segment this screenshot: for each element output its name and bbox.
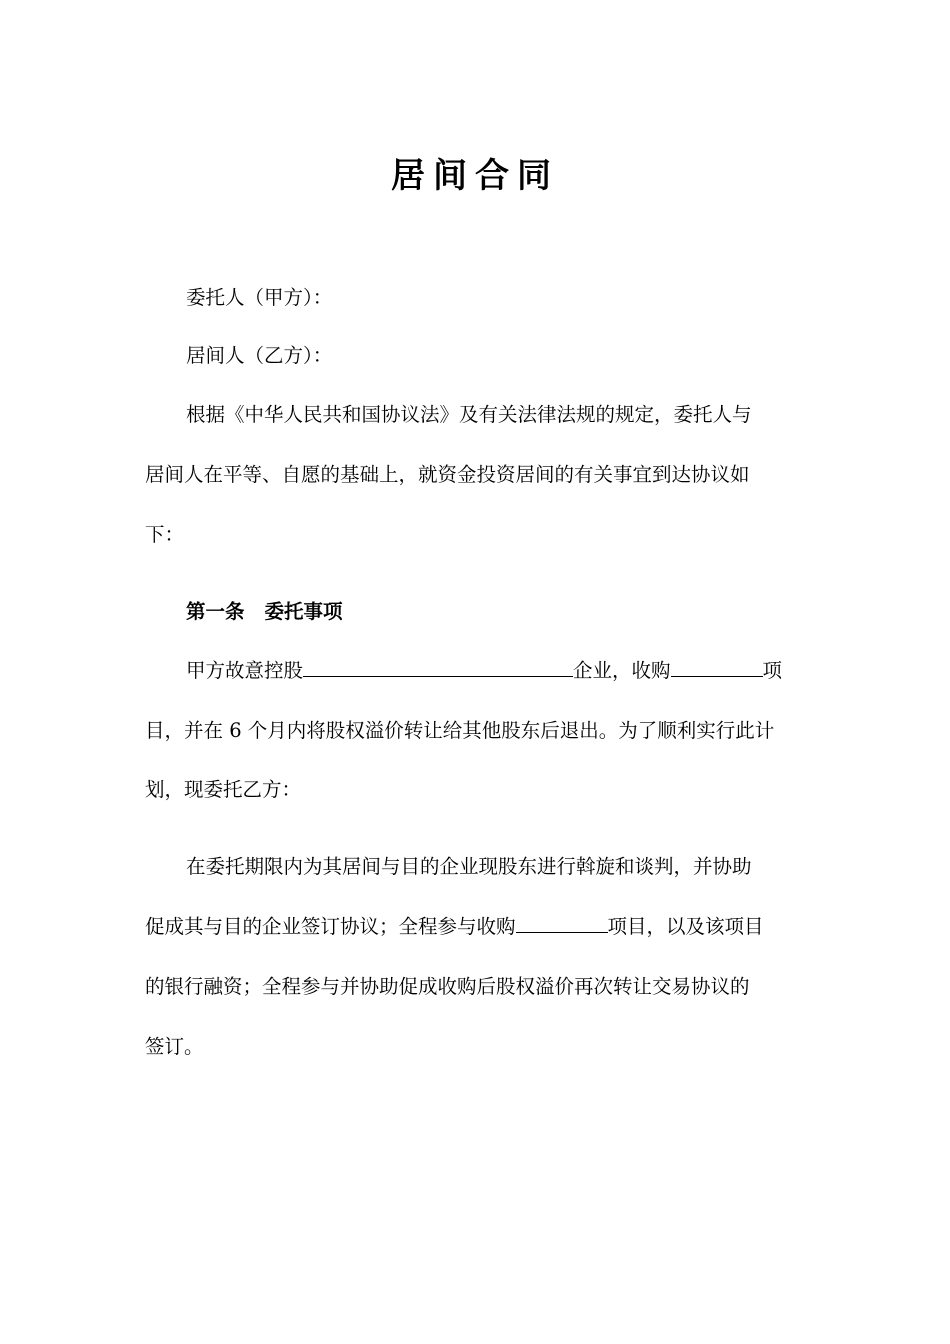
para-1-text-a: 甲方故意控股: [186, 659, 304, 682]
article-1-para-2-line-2: [145, 912, 815, 942]
document-title: 居间合同: [391, 156, 559, 196]
article-1-heading: [186, 597, 816, 627]
project-name-blank: [671, 658, 763, 677]
preamble-line-2: 居间人在平等、自愿的基础上，就资金投资居间的有关事宜到达协议如: [145, 463, 750, 486]
article-1-para-1-line-3: 划，现委托乙方：: [145, 778, 302, 801]
preamble-line-3: 下：: [145, 523, 185, 546]
article-1-para-1-line-2: 目，并在 6 个月内将股权溢价转让给其他股东后退出。为了顺利实行此计: [145, 719, 775, 742]
preamble-line-1: 根据《中华人民共和国协议法》及有关法律法规的规定，委托人与: [186, 403, 752, 426]
article-1-para-1-line-1: [186, 656, 816, 686]
article-1-para-2-line-3: 的银行融资；全程参与并协助促成收购后股权溢价再次转让交易协议的: [145, 975, 750, 998]
party-a-line: 委托人（甲方）：: [186, 286, 333, 309]
article-1-title: 委托事项: [264, 600, 343, 623]
acquisition-project-blank: [516, 914, 608, 933]
para-2-text-b: 项目，以及该项目: [607, 915, 764, 938]
para-1-text-c: 项: [762, 659, 783, 682]
article-1-para-2-line-4: 签订。: [145, 1035, 204, 1058]
party-b-line: 居间人（乙方）：: [186, 344, 333, 367]
article-1-para-2-line-1: 在委托期限内为其居间与目的企业现股东进行斡旋和谈判，并协助: [186, 855, 752, 878]
para-2-text-a: 促成其与目的企业签订协议；全程参与收购: [145, 915, 516, 938]
company-name-blank: [303, 658, 573, 677]
para-1-text-b: 企业，收购: [573, 659, 671, 682]
article-1-number: 第一条: [186, 600, 245, 623]
